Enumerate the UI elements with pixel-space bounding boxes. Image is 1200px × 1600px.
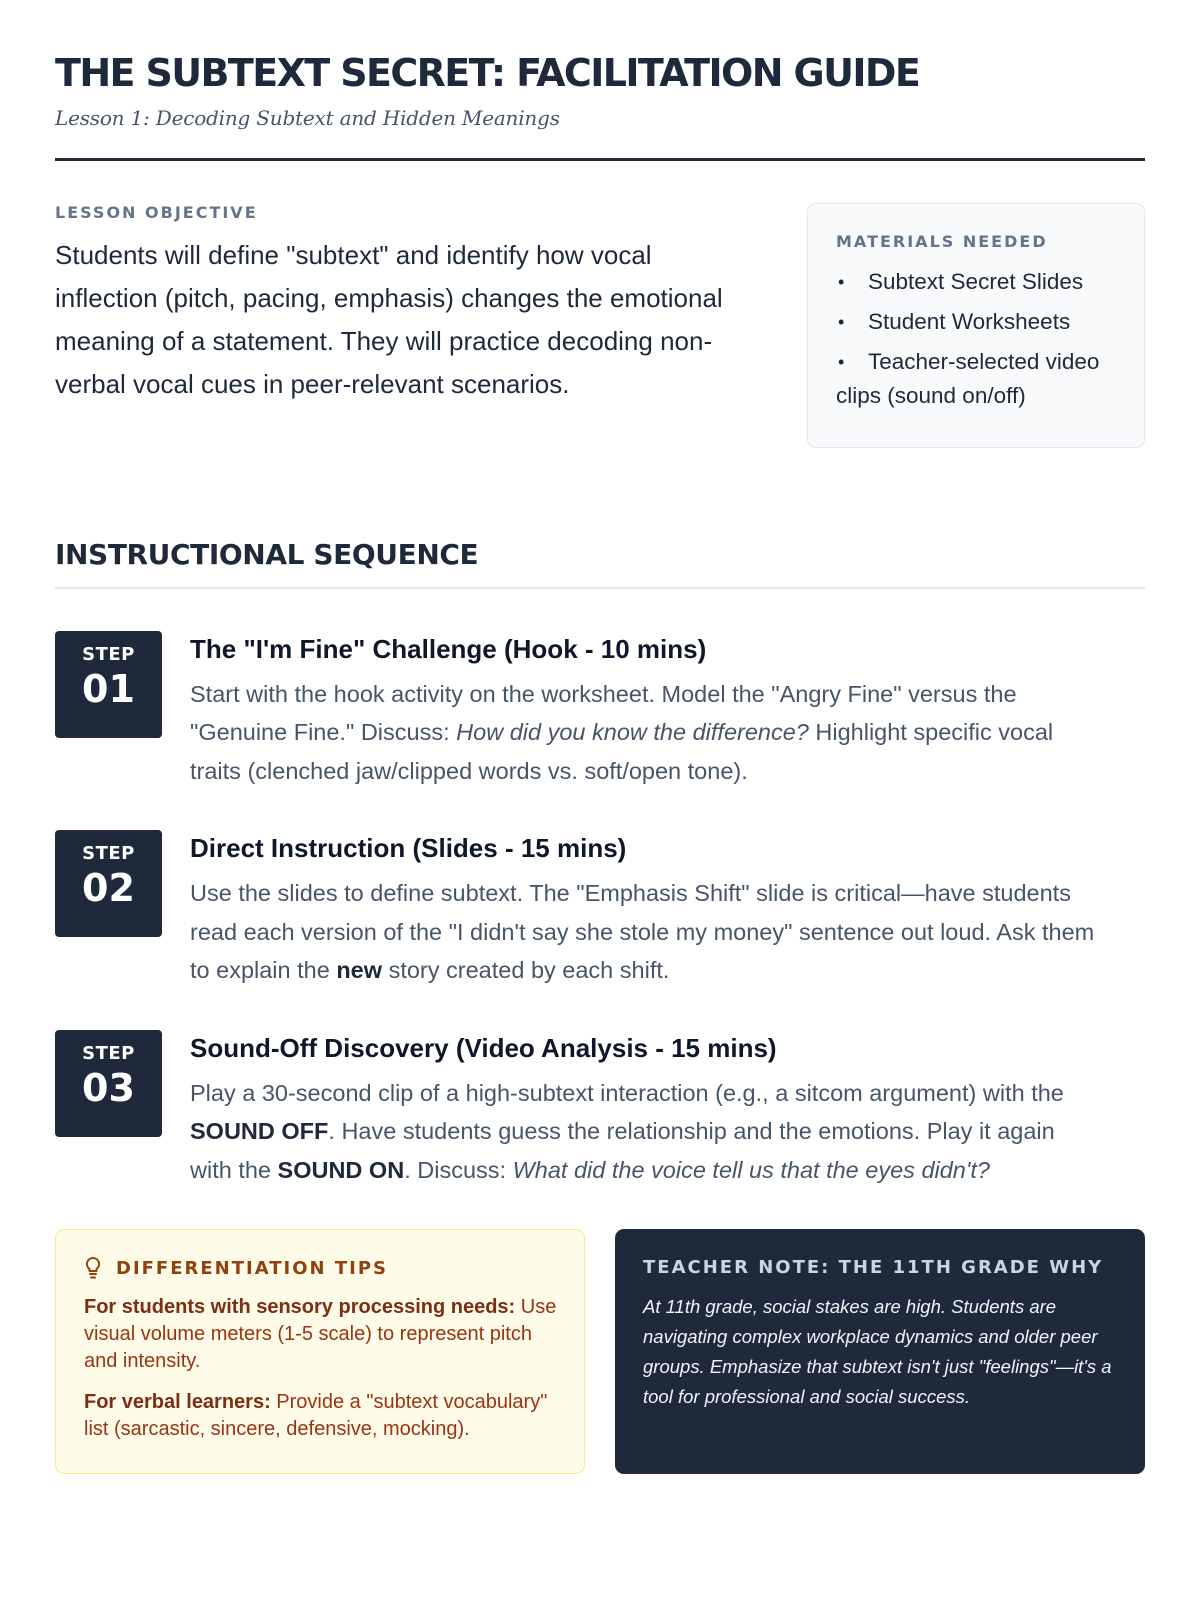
- step-badge: [55, 1030, 162, 1137]
- bullet-icon: •: [838, 271, 845, 292]
- step-body: [190, 830, 1095, 990]
- materials-box: [807, 203, 1145, 448]
- bullet-icon: •: [838, 311, 845, 332]
- step-number: 01: [82, 666, 135, 711]
- page-title: THE SUBTEXT SECRET: FACILITATION GUIDE: [55, 51, 920, 95]
- materials-item: • Student Worksheets: [836, 305, 1118, 339]
- step-number: 02: [82, 866, 135, 911]
- tips-header: [84, 1256, 558, 1280]
- teacher-note-box: [615, 1229, 1145, 1474]
- step-description: Start with the hook activity on the worksheet. Model the "Angry Fine" versus the "Genuine Fine." Discuss: How did you know the difference? Highlight specific vocal traits (clenched jaw/clipped words vs. soft/open tone).: [190, 680, 1054, 784]
- step-item: [55, 631, 1145, 791]
- tip-item: For verbal learners: Provide a "subtext vocabulary" list (sarcastic, sincere, defensive, mocking).: [84, 1391, 548, 1441]
- page-subtitle: Lesson 1: Decoding Subtext and Hidden Meanings: [55, 105, 560, 130]
- objective-text: Students will define "subtext" and identify how vocal inflection (pitch, pacing, emphasis) changes the emotional meaning of a statement. They will practice decoding non-verbal vocal cues in peer-relevant scenarios.: [55, 239, 723, 399]
- step-word: STEP: [82, 843, 135, 865]
- step-title: Sound-Off Discovery (Video Analysis - 15 mins): [190, 1032, 777, 1063]
- step-body: [190, 631, 1095, 791]
- title-divider: [55, 158, 1145, 161]
- materials-item: • Teacher-selected video clips (sound on/off): [836, 345, 1118, 413]
- materials-list: [836, 265, 1118, 413]
- step-list: [55, 631, 1145, 1190]
- materials-item: • Subtext Secret Slides: [836, 265, 1118, 299]
- tips-label: DIFFERENTIATION TIPS: [116, 1257, 388, 1279]
- step-word: STEP: [82, 1042, 135, 1064]
- callout-row: [55, 1229, 1145, 1474]
- step-description: Play a 30-second clip of a high-subtext interaction (e.g., a sitcom argument) with the SOUND OFF. Have students guess the relationship and the emotions. Play it again with the SOUND ON. Discuss: What did the voice tell us that the eyes didn't?: [190, 1079, 1064, 1183]
- step-word: STEP: [82, 643, 135, 665]
- step-description: Use the slides to define subtext. The "Emphasis Shift" slide is critical—have students read each version of the "I didn't say she stole my money" sentence out loud. Ask them to explain the new story created by each shift.: [190, 880, 1095, 984]
- materials-label: MATERIALS NEEDED: [836, 231, 1048, 251]
- differentiation-tips-box: [55, 1229, 585, 1474]
- overview-row: [55, 203, 1145, 448]
- step-badge: [55, 631, 162, 738]
- step-badge: [55, 830, 162, 937]
- teacher-note-text: At 11th grade, social stakes are high. Students are navigating complex workplace dynamics and older peer groups. Emphasize that subtext isn't just "feelings"—it's a tool for professional and social success.: [643, 1296, 1112, 1408]
- step-item: [55, 830, 1145, 990]
- step-item: [55, 1030, 1145, 1190]
- objective-label: LESSON OBJECTIVE: [55, 202, 258, 222]
- tip-item: For students with sensory processing needs: Use visual volume meters (1-5 scale) to represent pitch and intensity.: [84, 1296, 557, 1373]
- lightbulb-icon: [84, 1256, 102, 1280]
- step-title: Direct Instruction (Slides - 15 mins): [190, 833, 627, 864]
- bullet-icon: •: [838, 351, 845, 372]
- step-number: 03: [82, 1065, 135, 1110]
- sequence-heading: INSTRUCTIONAL SEQUENCE: [55, 537, 479, 571]
- sequence-divider: [55, 587, 1145, 589]
- step-body: [190, 1030, 1095, 1190]
- teacher-note-label: TEACHER NOTE: THE 11TH GRADE WHY: [643, 1257, 1104, 1279]
- lesson-objective: [55, 203, 755, 448]
- step-title: The "I'm Fine" Challenge (Hook - 10 mins): [190, 633, 707, 664]
